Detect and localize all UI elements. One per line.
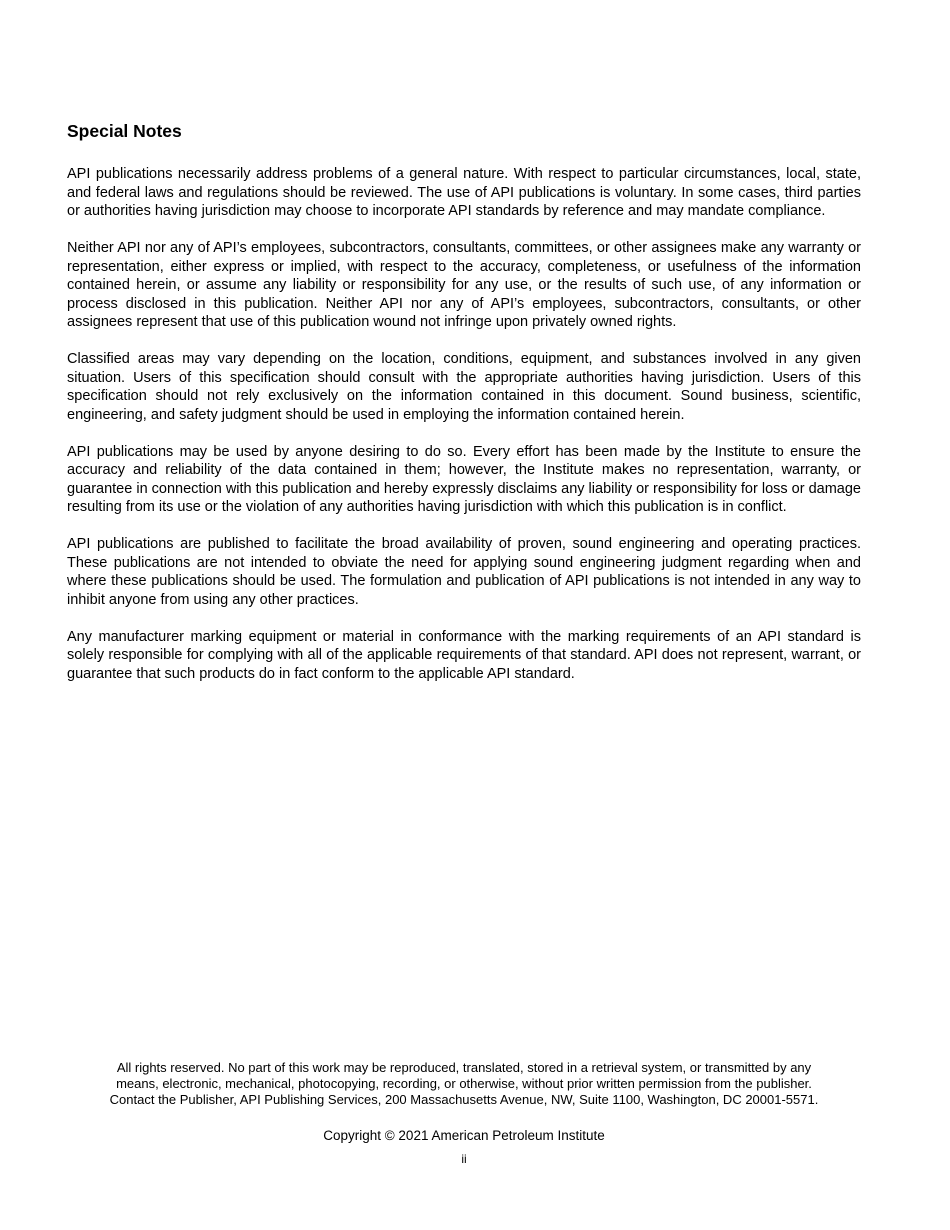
paragraph-warranty-disclaimer: Neither API nor any of API’s employees, subcontractors, consultants, committees, or other assignees make any warranty or representation, either express or implied, with respect to the accuracy, completeness, or usefulness of the information contained herein, or assume any liability or responsibility for any use, or the results of such use, of any information or process disclosed in this publication. Neither API nor any of API’s employees, subcontractors, consultants, or other assignees represent that use of this publication wound not infringe upon privately owned rights. [67, 240, 861, 330]
rights-line: All rights reserved. No part of this work may be reproduced, translated, stored in a retrieval system, or transmitted by any [116, 1060, 812, 1075]
paragraph-use-by-anyone: API publications may be used by anyone desiring to do so. Every effort has been made by the Institute to ensure the accuracy and reliability of the data contained in them; however, the Institute makes no representation, warranty, or guarantee in connection with this publication and hereby expressly disclaims any liability or responsibility for loss or damage resulting from its use or the violation of any authorities having jurisdiction with which this publication is in conflict. [67, 443, 861, 515]
document-body [67, 165, 861, 702]
paragraph-general-nature: API publications necessarily address problems of a general nature. With respect to particular circumstances, local, state, and federal laws and regulations should be reviewed. The use of API publications is voluntary. In some cases, third parties or authorities having jurisdiction may choose to incorporate API standards by reference and may mandate compliance. [67, 166, 861, 219]
paragraph-classified-areas: Classified areas may vary depending on the location, conditions, equipment, and substances involved in any given situation. Users of this specification should consult with the appropriate authorities having jurisdiction. Users of this specification should not rely exclusively on the information contained in this document. Sound business, scientific, engineering, and safety judgment should be used in employing the information contained herein. [67, 351, 861, 423]
rights-line: Contact the Publisher, API Publishing Services, 200 Massachusetts Avenue, NW, Suite 1100, Washington, DC 20001-5571. [109, 1092, 819, 1107]
paragraph-manufacturer-marking: Any manufacturer marking equipment or material in conformance with the marking requirements of an API standard is solely responsible for complying with all of the applicable requirements of that standard. API does not represent, warrant, or guarantee that such products do in fact conform to the applicable API standard. [67, 628, 861, 682]
rights-notice [40, 1060, 888, 1108]
copyright-notice: Copyright © 2021 American Petroleum Institute [323, 1128, 605, 1143]
paragraph-publication-purpose: API publications are published to facilitate the broad availability of proven, sound engineering and operating practices. These publications are not intended to obviate the need for applying sound engineering judgment regarding when and where these publications should be used. The formulation and publication of API publications is not intended in any way to inhibit anyone from using any other practices. [67, 536, 861, 608]
footer [40, 1060, 888, 1108]
page-title: Special Notes [67, 121, 182, 141]
rights-line: means, electronic, mechanical, photocopying, recording, or otherwise, without prior written permission from the publisher. [116, 1076, 812, 1091]
page-number: ii [461, 1152, 467, 1166]
